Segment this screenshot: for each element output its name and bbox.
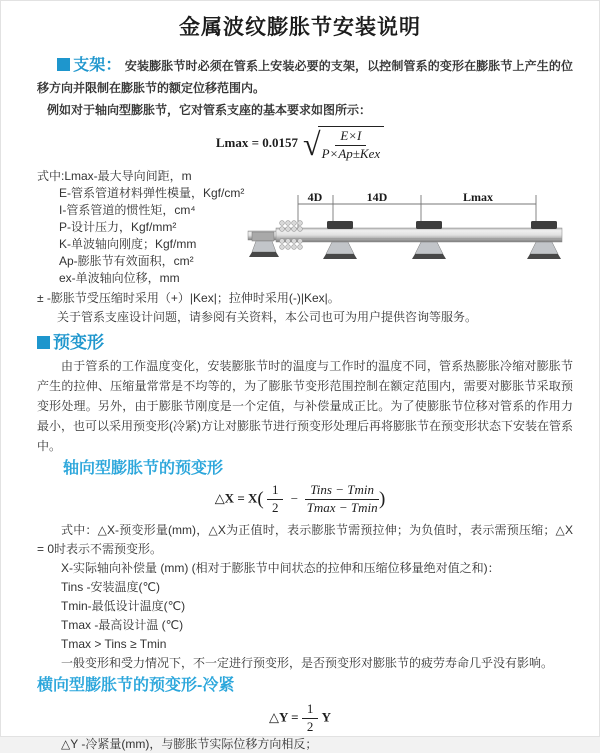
fraction (322, 129, 381, 162)
formula-lhs: Lmax = 0.0157 (215, 134, 299, 150)
pipe (276, 228, 562, 242)
fraction-denominator: 2 (271, 499, 279, 515)
dim-label-14d: 14D (366, 190, 388, 204)
section-bullet-icon (57, 58, 70, 71)
formula-lhs: △Y = (269, 709, 299, 725)
support-example-line: 例如对于轴向型膨胀节，它对管系支座的基本要求如图所示： (47, 103, 372, 117)
formula-term-definition: K-单波轴向刚度；Kgf/mm (59, 237, 197, 251)
fraction-denominator: P×Ap±Kex (321, 145, 381, 161)
formula-term-definition: ex-单波轴向位移，mm (59, 271, 180, 285)
formula-rhs: Y (321, 709, 331, 725)
dim-label-lmax: Lmax (463, 190, 493, 204)
fraction-numerator: E×I (335, 129, 366, 146)
formula-term-definition: I-管系管道的惯性矩，cm⁴ (59, 203, 196, 217)
lateral-formula-note: △Y -冷紧量(mm)，与膨胀节实际位移方向相反； (61, 737, 318, 751)
fraction-numerator: 1 (267, 483, 284, 500)
formula-lhs: △X = X (214, 490, 258, 506)
formula-term-definition: 式中:Lmax-最大导向间距，m (37, 169, 192, 183)
formula-term-definition: E-管系管道材料弹性模量，Kgf/cm² (59, 186, 245, 200)
lateral-predeform-formula (1, 701, 599, 734)
page-title: 金属波纹膨胀节安装说明 (179, 16, 421, 39)
fraction-numerator: 1 (302, 702, 319, 719)
temperature-fraction (305, 483, 379, 516)
support-intro-paragraph (37, 55, 573, 99)
support-intro-text: 安装膨胀节时必须在管系上安装必要的支架，以控制管系的变形在膨胀节上产生的位移方向并限制在膨胀节的额定位移范围内。 (37, 59, 573, 95)
guide-spacing-formula (1, 126, 599, 164)
fraction-denominator: Tmax − Tmin (306, 499, 378, 515)
support-section-label (57, 57, 121, 74)
note-line: 式中：△X-预变形量(mm)，△X为正值时，表示膨胀节需预拉伸；为负值时，表示需预压缩；△X = 0时表示不需预变形。 (37, 523, 573, 556)
support-section-label-text: 支架： (73, 57, 122, 74)
consult-note: 关于管系支座设计问题，请参阅有关资料，本公司也可为用户提供咨询等服务。 (57, 310, 478, 324)
note-line: Tmax -最高设计温 (℃) (61, 618, 184, 632)
half-fraction (267, 483, 284, 516)
fraction-numerator: Tins − Tmin (305, 483, 379, 500)
fraction-denominator: 2 (306, 718, 314, 734)
note-line: Tins -安装温度(℃) (61, 580, 161, 594)
note-line: X-实际轴向补偿量 (mm) (相对于膨胀节中间状态的拉伸和压缩位移量绝对值之和)： (61, 561, 500, 575)
pipe-support-diagram-svg (246, 191, 596, 291)
section-bullet-icon (37, 336, 50, 349)
half-fraction (302, 702, 319, 735)
predeform-section-header (37, 333, 599, 353)
sqrt-radical-icon: √ (303, 125, 321, 162)
predeform-body-paragraph: 由于管系的工作温度变化，安装膨胀节时的温度与工作时的温度不同，管系热膨胀冷缩对膨胀节产生的拉伸、压缩量常常是不均等的，为了膨胀节变形范围控制在额定范围内，需要对膨胀节采取预变形处理。另外，由于膨胀节刚度是一个定值，与补偿量成正比。为了使膨胀节位移对管系的作用力最小，也可以采用预变形(冷紧)方让对膨胀节进行预变形处理后再将膨胀节在预变形状态下安装在管系中。 (37, 359, 573, 453)
axial-predeform-heading: 轴向型膨胀节的预变形 (63, 460, 224, 477)
axial-predeform-formula (1, 483, 599, 513)
right-paren: ) (378, 488, 386, 510)
predeform-section-label: 预变形 (53, 333, 104, 352)
note-line: Tmax > Tins ≥ Tmin (61, 637, 167, 651)
left-paren: ( (257, 488, 264, 510)
sqrt-expression (303, 126, 384, 162)
lateral-predeform-heading: 横向型膨胀节的预变形-冷紧 (37, 677, 235, 694)
minus-operator: − (290, 491, 299, 507)
note-line: Tmin-最低设计温度(℃) (61, 599, 186, 613)
formula-term-definition: P-设计压力，Kgf/mm² (59, 220, 177, 234)
sqrt-vinculum (318, 126, 385, 162)
support-spacing-diagram (246, 191, 596, 291)
dim-label-4d: 4D (307, 190, 323, 204)
plus-minus-note: ± -膨胀节受压缩时采用（+）|Kex|；拉伸时采用(-)|Kex|。 (37, 291, 340, 305)
formula-term-definition: Ap-膨胀节有效面积，cm² (59, 254, 194, 268)
axial-formula-notes (37, 521, 573, 673)
note-line: 一般变形和受力情况下，不一定进行预变形，是否预变形对膨胀节的疲劳寿命几乎没有影响。 (61, 656, 554, 670)
